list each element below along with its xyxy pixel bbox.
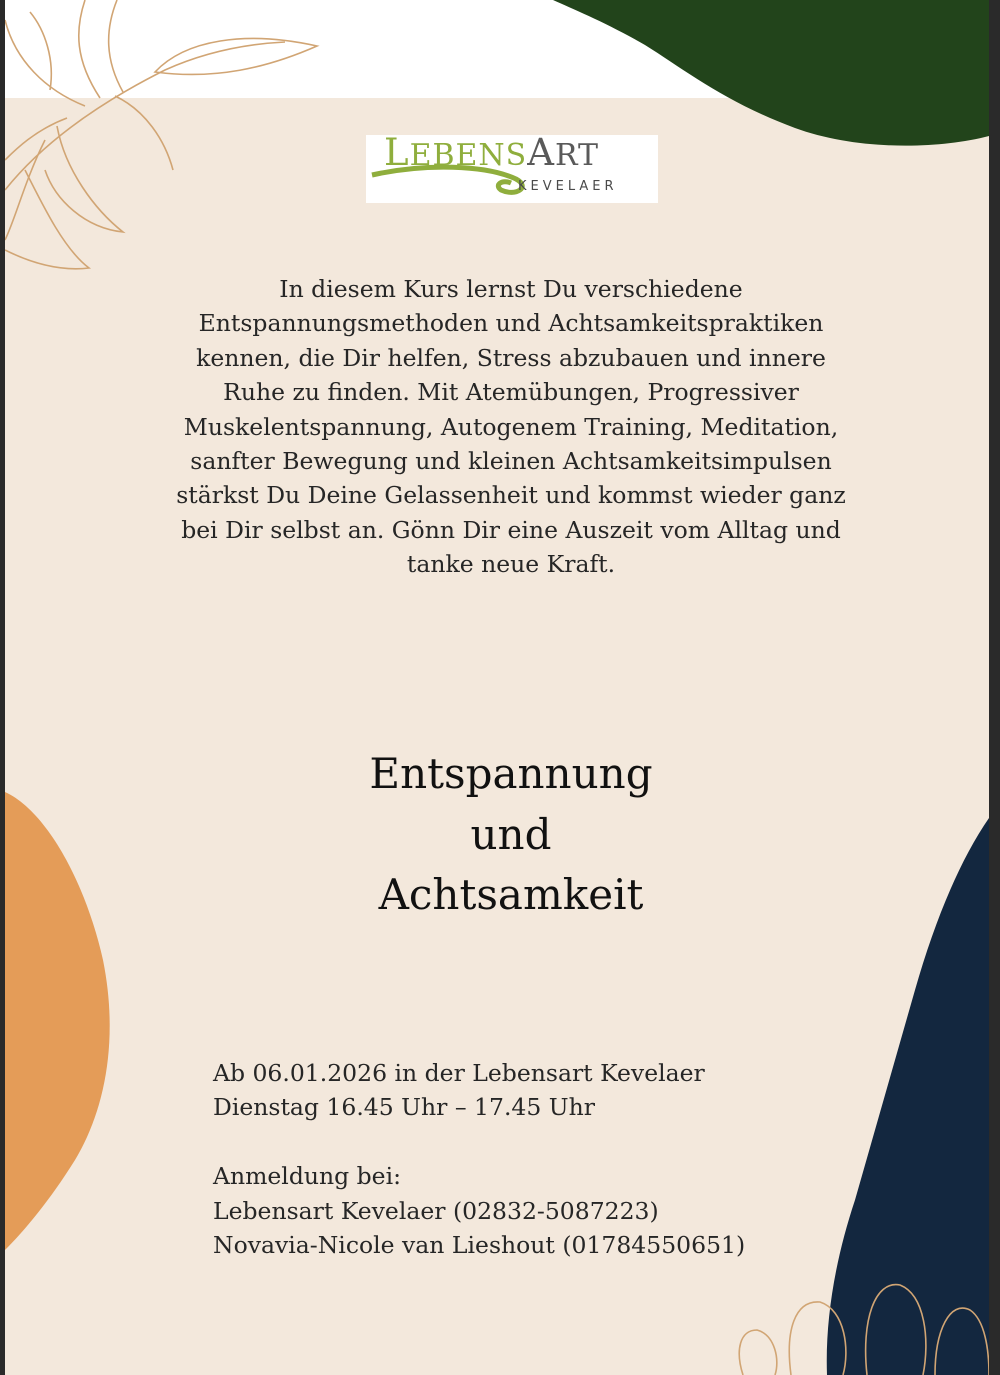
intro-paragraph: In diesem Kurs lernst Du verschiedene Entspannungsmethoden und Achtsamkeitspraktiken kennen, die Dir helfen, Stress abzubauen und innere Ruhe zu finden. Mit Atemübungen, Progressiver Muskelentspannung, Autogenem Training, Meditation, sanfter Bewegung und kleinen Achtsamkeitsimpulsen stärkst Du Deine Gelassenheit und kommst wieder ganz bei Dir selbst an. Gönn Dir eine Auszeit vom Alltag und tanke neue Kraft. [176,275,846,579]
logo-letters-ebens: EBENS [409,138,528,173]
logo-letters-rt: RT [554,138,600,173]
course-title-line1: Entspannung [369,749,653,798]
navy-blob-shape [827,818,989,1375]
time-line: Dienstag 16.45 Uhr – 17.45 Uhr [213,1093,595,1122]
registration-contact-2: Novavia-Nicole van Lieshout (01784550651) [213,1230,746,1259]
course-title [211,744,811,926]
course-info [213,1056,745,1262]
logo-letter-a: A [527,131,555,174]
logo-subtitle: KEVELAER [518,179,618,194]
course-title-line2: und [470,809,552,859]
leaf-branch-art [5,0,317,269]
lebensart-logo [366,131,658,203]
spacer-line [213,1125,745,1159]
green-blob-shape [553,0,989,146]
registration-contact-1: Lebensart Kevelaer (02832-5087223) [213,1196,659,1225]
flyer-page [5,0,989,1375]
logo-letter-l: L [384,131,410,174]
registration-label: Anmeldung bei: [213,1162,402,1191]
course-title-line3: Achtsamkeit [378,870,644,919]
orange-blob-shape [5,792,110,1250]
logo-wordmark [384,131,599,174]
date-line: Ab 06.01.2026 in der Lebensart Kevelaer [213,1059,705,1087]
